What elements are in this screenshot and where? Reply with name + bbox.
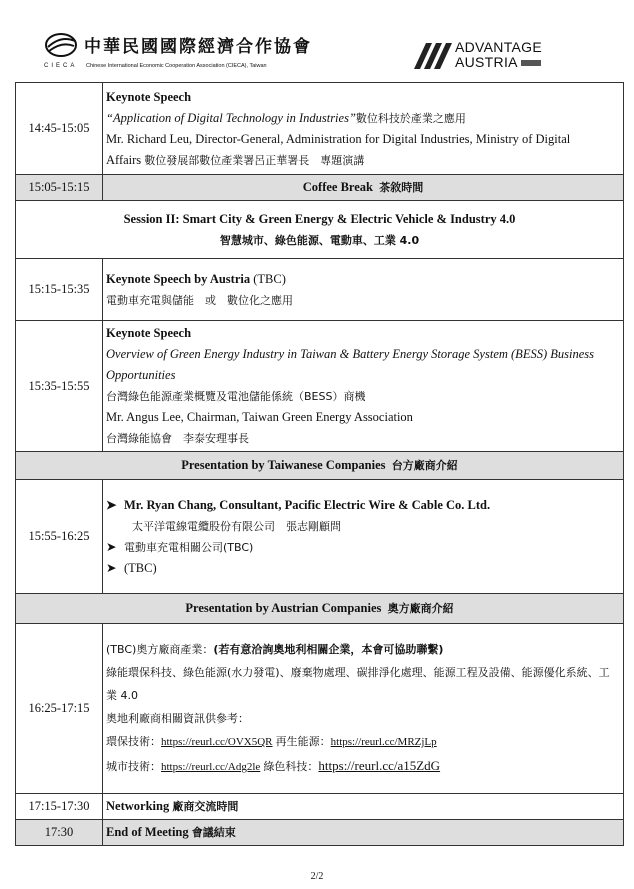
session-header-cell: [16, 201, 624, 259]
content-cell: [103, 820, 624, 846]
contact-note: (若有意洽詢奧地利相關企業，本會可協助聯繫): [213, 643, 444, 656]
partner-line2: AUSTRIA: [455, 54, 518, 70]
info-ref-label: 奧地利廠商相關資訊供參考：: [106, 712, 249, 725]
arrow-bullet-icon: ➤: [106, 539, 117, 554]
org-abbr: CIECA: [44, 63, 78, 69]
flag-icon: [521, 60, 541, 66]
section-header-row: [16, 452, 624, 480]
topic-zh: 數位科技於產業之應用: [355, 111, 466, 125]
speaker-en: Mr. Richard Leu, Director-General, Administration for Digital Industries, Ministry of Digital Affairs: [106, 131, 571, 167]
env-tech-label: 環保技術：: [106, 735, 161, 748]
content-cell: [103, 794, 624, 820]
networking-title-zh: 廠商交流時間: [172, 800, 239, 813]
city-tech-label: 城市技術：: [106, 760, 161, 773]
green-tech-label: 綠色科技：: [263, 760, 319, 773]
session-title-zh: 智慧城市、綠色能源、電動車、工業 4.0: [219, 233, 420, 247]
time-cell: 16:25-17:15: [16, 624, 103, 794]
presenter-item: 電動車充電相關公司(TBC): [124, 540, 254, 554]
agenda-row: [16, 794, 624, 820]
speaker-en: Mr. Angus Lee, Chairman, Taiwan Green Energy Association: [106, 410, 413, 424]
session-title-en: Session II: Smart City & Green Energy & Electric Vehicle & Industry 4.0: [123, 211, 516, 226]
page-header: [0, 0, 634, 80]
topic-zh: 電動車充電與儲能 或 數位化之應用: [106, 293, 293, 307]
agenda-row: [16, 480, 624, 594]
content-cell: [103, 259, 624, 321]
tw-pres-title-en: Presentation by Taiwanese Companies: [181, 458, 386, 472]
page-number: 2/2: [310, 871, 324, 882]
time-cell: 15:35-15:55: [16, 321, 103, 452]
speaker-zh: 數位發展部數位產業署呂正華署長 專題演講: [144, 153, 365, 167]
org-name-en: Chinese International Economic Cooperation Association (CIECA), Taiwan: [86, 63, 267, 69]
agenda-table: [15, 82, 624, 846]
content-cell: [103, 321, 624, 452]
break-title-zh: 茶敘時間: [379, 181, 424, 194]
time-cell: 15:05-15:15: [16, 175, 103, 201]
content-cell: [103, 175, 624, 201]
presenter-item: (TBC): [124, 560, 157, 575]
renewable-label: 再生能源：: [275, 735, 331, 748]
agenda-row: [16, 175, 624, 201]
topic-zh: 台灣綠色能源產業概覽及電池儲能係統（BESS）商機: [106, 390, 366, 403]
content-cell: [103, 83, 624, 175]
time-cell: 17:30: [16, 820, 103, 846]
topic-en: Overview of Green Energy Industry in Taiwan & Battery Energy Storage System (BESS) Business Opportunities: [106, 347, 594, 382]
content-cell: [103, 624, 624, 794]
industries-list: 綠能環保科技、綠色能源(水力發電)、廢棄物處理、碳排淨化處理、能源工程及設備、能源優化系統、工業 4.0: [106, 666, 610, 702]
topic-en: “Application of Digital Technology in Industries”: [106, 110, 356, 125]
partner-line1: ADVANTAGE: [455, 39, 542, 55]
env-tech-link[interactable]: https://reurl.cc/OVX5QR: [161, 736, 273, 748]
presenter-zh: 太平洋電線電纜股份有限公司 張志剛顧問: [132, 519, 341, 533]
time-cell: 15:55-16:25: [16, 480, 103, 594]
green-tech-link[interactable]: https://reurl.cc/a15ZdG: [318, 758, 441, 773]
tbc-label: (TBC): [253, 271, 286, 286]
item-title: Keynote Speech: [106, 89, 192, 104]
end-title-en: End of Meeting: [106, 825, 189, 839]
at-pres-title-en: Presentation by Austrian Companies: [185, 601, 382, 615]
tw-pres-title-zh: 台方廠商介紹: [391, 459, 458, 472]
city-tech-link[interactable]: https://reurl.cc/Adg2le: [161, 761, 261, 773]
presenter-en: Mr. Ryan Chang, Consultant, Pacific Electric Wire & Cable Co. Ltd.: [124, 497, 491, 512]
partner-logo-text: [455, 40, 542, 70]
agenda-row: [16, 624, 624, 794]
renewable-link[interactable]: https://reurl.cc/MRZjLp: [330, 736, 437, 748]
time-cell: 14:45-15:05: [16, 83, 103, 175]
content-cell: [103, 480, 624, 594]
arrow-bullet-icon: ➤: [106, 560, 117, 575]
austrian-industries-label: (TBC)奧方廠商產業：: [106, 643, 214, 656]
time-cell: 15:15-15:35: [16, 259, 103, 321]
break-title-en: Coffee Break: [302, 180, 373, 194]
speaker-zh: 台灣綠能協會 李泰安理事長: [106, 432, 249, 445]
time-cell: 17:15-17:30: [16, 794, 103, 820]
section-header-cell: [16, 594, 624, 624]
section-header-row: [16, 594, 624, 624]
section-header-cell: [16, 452, 624, 480]
agenda-row: [16, 820, 624, 846]
at-pres-title-zh: 奧方廠商介紹: [387, 602, 454, 615]
arrow-bullet-icon: ➤: [106, 497, 117, 512]
networking-title-en: Networking: [106, 799, 170, 813]
org-name-zh: 中華民國國際經濟合作協會: [84, 37, 312, 57]
agenda-row: [16, 83, 624, 175]
item-title: Keynote Speech by Austria: [106, 271, 251, 286]
session-header-row: [16, 201, 624, 259]
agenda-row: [16, 321, 624, 452]
agenda-row: [16, 259, 624, 321]
item-title: Keynote Speech: [106, 326, 192, 340]
cieca-logo-icon: [44, 32, 78, 58]
end-title-zh: 會議結束: [191, 826, 236, 839]
advantage-austria-logo-icon: [412, 40, 454, 70]
